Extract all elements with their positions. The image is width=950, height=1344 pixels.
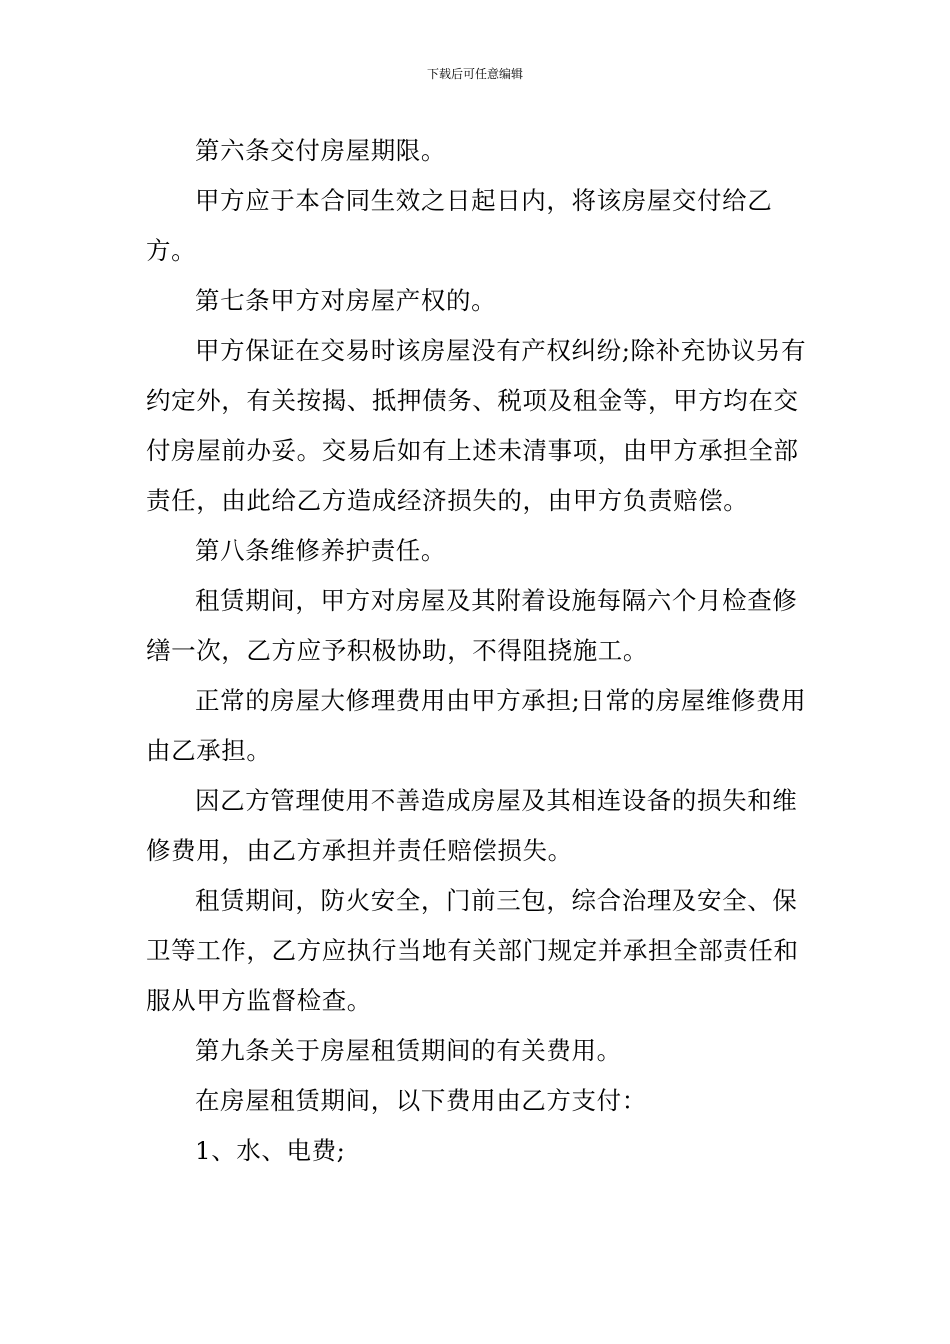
list-item: 1、水、电费; <box>195 1136 346 1165</box>
paragraph: 因乙方管理使用不善造成房屋及其相连设备的损失和维修费用，由乙方承担并责任赔偿损失。 <box>146 786 798 865</box>
article-7-heading: 第七条甲方对房屋产权的。 <box>195 286 497 315</box>
paragraph: 正常的房屋大修理费用由甲方承担;日常的房屋维修费用由乙承担。 <box>146 686 807 765</box>
paragraph: 租赁期间，防火安全，门前三包，综合治理及安全、保卫等工作，乙方应执行当地有关部门规定并承担全部责任和服从甲方监督检查。 <box>146 886 799 1015</box>
page-header: 下载后可任意编辑 <box>426 67 523 81</box>
article-9-heading: 第九条关于房屋租赁期间的有关费用。 <box>195 1036 622 1065</box>
document-body <box>146 126 810 1176</box>
paragraph: 在房屋租赁期间，以下费用由乙方支付： <box>195 1086 647 1115</box>
article-6-heading: 第六条交付房屋期限。 <box>195 136 446 165</box>
article-8-heading: 第八条维修养护责任。 <box>195 536 446 565</box>
paragraph: 租赁期间，甲方对房屋及其附着设施每隔六个月检查修缮一次，乙方应予积极协助，不得阻挠施工。 <box>146 586 798 665</box>
paragraph: 甲方保证在交易时该房屋没有产权纠纷;除补充协议另有约定外，有关按揭、抵押债务、税项及租金等，甲方均在交付房屋前办妥。交易后如有上述未清事项，由甲方承担全部责任，由此给乙方造成经济损失的，由甲方负责赔偿。 <box>146 336 807 515</box>
paragraph: 甲方应于本合同生效之日起日内，将该房屋交付给乙方。 <box>146 186 773 265</box>
